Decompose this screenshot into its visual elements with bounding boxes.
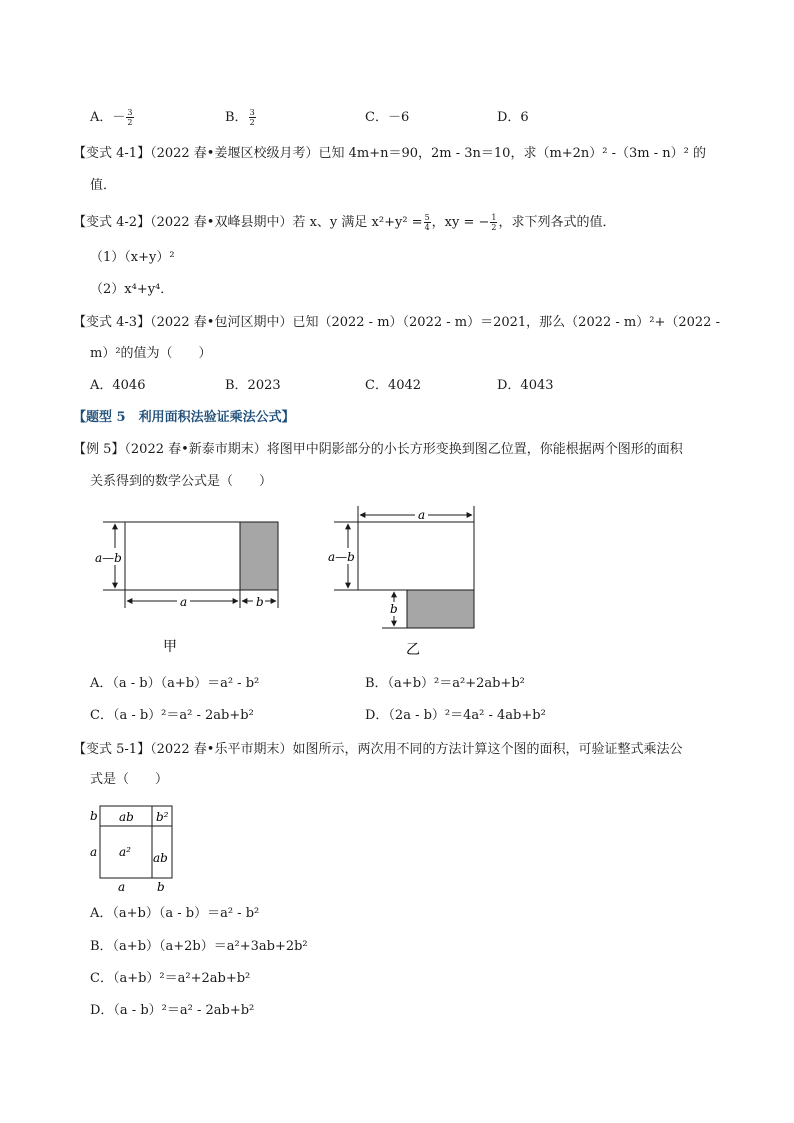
example-5-option-a: A．（a - b）（a+b）＝a² - b² xyxy=(90,676,260,691)
section-5-heading: 【题型 5 利用面积法验证乘法公式】 xyxy=(73,410,295,425)
variant-5-1-option-c: C．（a+b）²＝a²+2ab+b² xyxy=(90,971,251,986)
variant-5-1-option-b: B．（a+b）（a+2b）＝a²+3ab+2b² xyxy=(90,939,308,954)
example-5-tag: 【例 5】 xyxy=(73,442,125,457)
variant-4-3-line1: 【变式 4-3】（2022 春•包河区期中）已知（2022 - m）（2022 - m）＝2021，那么（2022 - m）²+（2022 - xyxy=(73,315,720,330)
q4-option-b: B． $\frac{3}{2}$ xyxy=(225,108,255,127)
fraction-b: $\frac{3}{2}$ xyxy=(249,108,255,127)
left-label-a: a xyxy=(90,845,98,859)
variant-4-2-tag: 【变式 4-2】 xyxy=(73,215,151,230)
figure-square xyxy=(86,800,186,895)
yi-rectangle xyxy=(358,522,474,590)
jia-label-ab: a—b xyxy=(95,551,122,565)
yi-shaded-rectangle xyxy=(407,590,474,628)
fraction-a: $\frac{3}{2}$ xyxy=(127,108,133,127)
variant-5-1-line1: 【变式 5-1】（2022 春•乐平市期末）如图所示，两次用不同的方法计算这个图的面积，可验证整式乘法公 xyxy=(73,742,683,757)
variant-5-1-tag: 【变式 5-1】 xyxy=(73,742,151,757)
variant-4-1-tag: 【变式 4-1】 xyxy=(73,146,151,161)
variant-4-2-line1: 【变式 4-2】（2022 春•双峰县期中）若 x、y 满足 x²+y² = $\frac{5}{4}$ ，xy = − $\frac{1}{2}$ ，求下列各式的值． xyxy=(73,213,616,232)
example-5-option-b: B．（a+b）²＝a²+2ab+b² xyxy=(365,676,525,691)
fraction-5-4: $\frac{5}{4}$ xyxy=(424,213,430,232)
variant-4-3-option-a: A．4046 xyxy=(90,378,146,393)
variant-4-3-option-c: C．4042 xyxy=(365,378,422,393)
yi-caption: 乙 xyxy=(406,642,420,658)
jia-caption: 甲 xyxy=(163,639,177,655)
variant-5-1-line2: 式是（ ） xyxy=(90,772,169,787)
variant-4-1-line1 xyxy=(73,144,706,164)
yi-label-b: b xyxy=(390,602,398,616)
variant-4-2-item2: （2）x⁴+y⁴． xyxy=(90,282,174,297)
figure-yi xyxy=(320,502,490,662)
bottom-label-a: a xyxy=(118,880,126,894)
variant-4-1-text: （2022 春•姜堰区校级月考）已知 4m+n＝90，2m - 3n＝10，求（m+2n）² -（3m - n）² 的 xyxy=(150,146,707,161)
yi-label-a: a xyxy=(418,508,426,522)
example-5-line1: 【例 5】（2022 春•新泰市期末）将图甲中阴影部分的小长方形变换到图乙位置，你能根据两个图形的面积 xyxy=(73,442,683,457)
variant-5-1-option-a: A．（a+b）（a - b）＝a² - b² xyxy=(90,906,260,921)
cell-ab-right: ab xyxy=(153,851,168,865)
variant-4-3-tag: 【变式 4-3】 xyxy=(73,315,151,330)
q4-option-d: D．6 xyxy=(497,110,529,125)
variant-5-1-option-d: D．（a - b）²＝a² - 2ab+b² xyxy=(90,1003,255,1018)
figure-jia xyxy=(85,505,290,655)
cell-ab-top: ab xyxy=(119,810,134,824)
example-5-option-d: D．（2a - b）²＝4a² - 4ab+b² xyxy=(365,708,546,723)
bottom-label-b: b xyxy=(157,880,165,894)
variant-4-3-option-b: B．2023 xyxy=(225,378,281,393)
jia-label-a: a xyxy=(180,595,188,609)
fraction-1-2: $\frac{1}{2}$ xyxy=(491,213,497,232)
left-label-b: b xyxy=(90,809,98,823)
q4-option-a: A．－ $\frac{3}{2}$ xyxy=(90,108,133,127)
cell-b2: b² xyxy=(156,810,169,824)
jia-shaded-rectangle xyxy=(240,522,278,590)
yi-label-ab: a—b xyxy=(328,550,355,564)
variant-4-3-line2: m）²的值为（ ） xyxy=(90,346,212,361)
q4-option-c: C．－6 xyxy=(365,110,410,125)
variant-4-3-option-d: D．4043 xyxy=(497,378,554,393)
example-5-line2: 关系得到的数学公式是（ ） xyxy=(90,474,273,489)
cell-a2: a² xyxy=(119,845,131,859)
jia-label-b: b xyxy=(256,595,264,609)
variant-4-1-line2: 值． xyxy=(90,178,117,193)
variant-4-2-item1: （1）（x+y）² xyxy=(90,250,175,265)
example-5-option-c: C．（a - b）²＝a² - 2ab+b² xyxy=(90,708,254,723)
